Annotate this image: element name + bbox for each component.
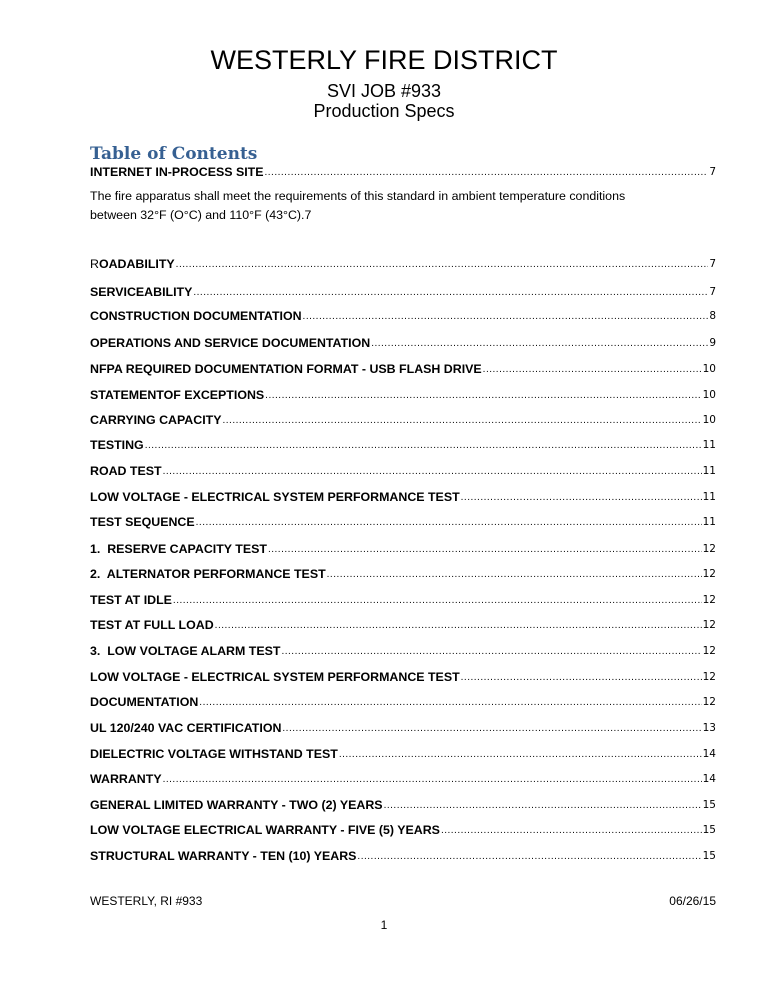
toc-leader-dots <box>222 414 701 428</box>
toc-entry-nfpa-documentation-format[interactable] <box>90 361 716 377</box>
toc-leader-dots <box>265 389 701 403</box>
toc-entry-test-at-idle[interactable] <box>90 592 716 608</box>
toc-entry-label: CONSTRUCTION DOCUMENTATION <box>90 309 302 323</box>
toc-entry-label: DIELECTRIC VOLTAGE WITHSTAND TEST <box>90 747 338 761</box>
toc-entry-page: 15 <box>702 799 716 811</box>
toc-entry-low-voltage-performance-test[interactable] <box>90 489 716 505</box>
toc-leader-dots <box>339 748 702 762</box>
toc-entry-page: 14 <box>702 748 716 760</box>
toc-entry-label: GENERAL LIMITED WARRANTY - TWO (2) YEARS <box>90 798 383 812</box>
toc-entry-operations-service-documentation[interactable] <box>90 335 716 351</box>
toc-leader-dots <box>384 799 702 813</box>
toc-entry-label: UL 120/240 VAC CERTIFICATION <box>90 721 282 735</box>
toc-heading: Table of Contents <box>90 144 258 164</box>
toc-entry-page: 15 <box>702 824 716 836</box>
job-number: SVI JOB #933 <box>326 81 442 101</box>
toc-leader-dots <box>303 310 709 324</box>
toc-entry-label: STATEMENTOF EXCEPTIONS <box>90 388 265 402</box>
toc-entry-page: 12 <box>702 594 716 606</box>
toc-entry-page: 10 <box>702 389 716 401</box>
toc-entry-low-voltage-alarm-test[interactable] <box>90 643 716 659</box>
toc-entry-documentation[interactable] <box>90 694 716 710</box>
toc-entry-carrying-capacity[interactable] <box>90 412 716 428</box>
toc-entry-label: SERVICEABILITY <box>90 285 193 299</box>
document-title: WESTERLY FIRE DISTRICT <box>210 45 558 75</box>
toc-entry-label: TEST AT FULL LOAD <box>90 618 214 632</box>
toc-entry-page: 12 <box>702 543 716 555</box>
toc-entry-page: 11 <box>702 465 716 477</box>
toc-entry-page: 10 <box>702 414 716 426</box>
toc-entry-testing[interactable] <box>90 437 716 453</box>
toc-leader-dots <box>281 645 701 659</box>
toc-entry-page: 15 <box>702 850 716 862</box>
toc-entry-label: ROAD TEST <box>90 464 162 478</box>
toc-leader-dots <box>196 516 702 530</box>
toc-leader-dots <box>371 337 708 351</box>
toc-leader-dots <box>441 824 702 838</box>
toc-entry-label: NFPA REQUIRED DOCUMENTATION FORMAT - USB FLASH DRIVE <box>90 362 482 376</box>
toc-entry-page: 7 <box>709 286 716 298</box>
toc-leader-dots <box>145 439 702 453</box>
toc-leader-dots <box>327 568 702 582</box>
toc-leader-dots <box>163 773 702 787</box>
toc-entry-label: LOW VOLTAGE - ELECTRICAL SYSTEM PERFORMANCE TEST <box>90 670 460 684</box>
toc-entry-general-limited-warranty[interactable] <box>90 797 716 813</box>
toc-entry-page: 12 <box>702 619 716 631</box>
toc-entry-label: STRUCTURAL WARRANTY - TEN (10) YEARS <box>90 849 357 863</box>
toc-para-line1: The fire apparatus shall meet the requirements of this standard in ambient temperature conditions <box>90 189 626 203</box>
toc-entry-page: 11 <box>702 516 716 528</box>
toc-entry-page: 11 <box>702 439 716 451</box>
toc-leader-dots <box>176 258 709 272</box>
toc-entry-page: 13 <box>702 722 716 734</box>
toc-entry-page: 8 <box>709 310 716 322</box>
toc-entry-label: 1. RESERVE CAPACITY TEST <box>90 542 267 556</box>
toc-entry-test-sequence[interactable] <box>90 514 716 530</box>
toc-entry-label: OADABILITY <box>98 257 175 271</box>
toc-entry-page: 12 <box>702 671 716 683</box>
toc-entry-page: 9 <box>709 337 716 349</box>
footer-location: WESTERLY, RI #933 <box>90 894 203 908</box>
toc-leader-dots <box>461 491 702 505</box>
toc-entry-page: 7 <box>709 258 716 270</box>
toc-entry-structural-warranty[interactable] <box>90 848 716 864</box>
toc-leader-dots <box>461 671 702 685</box>
toc-entry-page: 7 <box>304 208 312 222</box>
toc-entry-reserve-capacity-test[interactable] <box>90 541 716 557</box>
toc-entry-label: 3. LOW VOLTAGE ALARM TEST <box>90 644 281 658</box>
toc-entry-dielectric-voltage-test[interactable] <box>90 746 716 762</box>
toc-leader-dots <box>268 543 702 557</box>
toc-entry-label: INTERNET IN-PROCESS SITE <box>90 165 264 179</box>
toc-leader-dots <box>173 594 702 608</box>
toc-entry-page: 10 <box>702 363 716 375</box>
toc-entry-ambient-temperature[interactable] <box>90 187 716 225</box>
toc-entry-page: 12 <box>702 645 716 657</box>
toc-para-line2: between 32°F (O°C) and 110°F (43°C). <box>90 208 305 222</box>
toc-entry-label: TEST SEQUENCE <box>90 515 195 529</box>
toc-leader-dots <box>193 286 708 300</box>
toc-entry-ul-certification[interactable] <box>90 720 716 736</box>
page-number: 1 <box>380 918 388 932</box>
toc-entry-page: 11 <box>702 491 716 503</box>
toc-entry-low-voltage-performance-test-2[interactable] <box>90 669 716 685</box>
toc-entry-page: 12 <box>702 696 716 708</box>
toc-entry-page: 12 <box>702 568 716 580</box>
toc-entry-label-lead: R <box>90 257 99 271</box>
toc-entry-road-test[interactable] <box>90 463 716 479</box>
toc-leader-dots <box>163 465 702 479</box>
toc-entry-alternator-performance-test[interactable] <box>90 566 716 582</box>
toc-entry-label: TESTING <box>90 438 144 452</box>
document-subtitle: Production Specs <box>313 101 455 121</box>
toc-entry-serviceability[interactable] <box>90 284 716 300</box>
toc-entry-label: CARRYING CAPACITY <box>90 413 222 427</box>
toc-entry-test-at-full-load[interactable] <box>90 617 716 633</box>
toc-entry-internet[interactable] <box>90 164 716 180</box>
toc-entry-label: WARRANTY <box>90 772 162 786</box>
toc-entry-label: 2. ALTERNATOR PERFORMANCE TEST <box>90 567 326 581</box>
toc-entry-label: LOW VOLTAGE ELECTRICAL WARRANTY - FIVE (5) YEARS <box>90 823 440 837</box>
toc-entry-low-voltage-electrical-warranty[interactable] <box>90 822 716 838</box>
toc-entry-roadability[interactable] <box>90 256 716 272</box>
toc-entry-warranty[interactable] <box>90 771 716 787</box>
toc-leader-dots <box>282 722 701 736</box>
toc-leader-dots <box>483 363 702 377</box>
footer-date: 06/26/15 <box>669 894 716 908</box>
toc-leader-dots <box>215 619 702 633</box>
toc-entry-label: LOW VOLTAGE - ELECTRICAL SYSTEM PERFORMANCE TEST <box>90 490 460 504</box>
toc-entry-label: DOCUMENTATION <box>90 695 199 709</box>
toc-entry-page: 14 <box>702 773 716 785</box>
toc-leader-dots <box>199 696 701 710</box>
toc-leader-dots <box>357 850 701 864</box>
toc-leader-dots <box>265 166 709 180</box>
toc-entry-page: 7 <box>709 166 716 178</box>
toc-entry-construction-documentation[interactable] <box>90 308 716 324</box>
toc-entry-label: TEST AT IDLE <box>90 593 172 607</box>
toc-entry-label: OPERATIONS AND SERVICE DOCUMENTATION <box>90 336 371 350</box>
toc-entry-statement-of-exceptions[interactable] <box>90 387 716 403</box>
